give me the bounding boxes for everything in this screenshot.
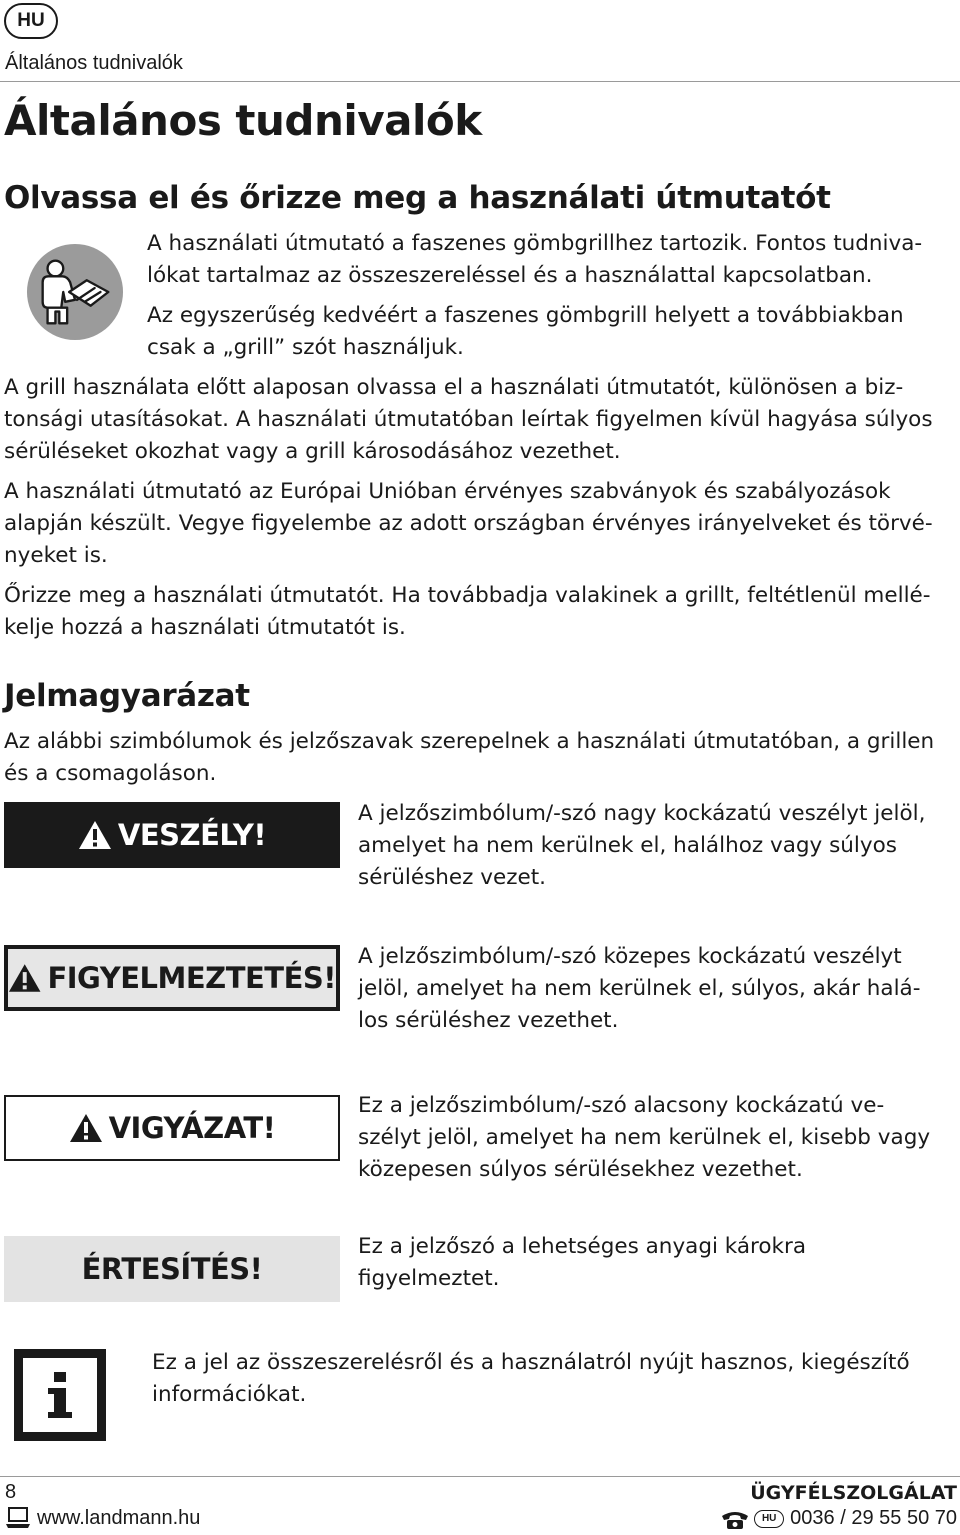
paragraph-line: tonsági utasításokat. A használati útmutatóban leírtak figyelmen kívül hagyása súlyos — [4, 407, 933, 432]
info-glyph — [23, 1358, 97, 1432]
info-icon — [14, 1349, 106, 1441]
warning-triangle-icon — [69, 1113, 103, 1143]
warning-triangle-icon — [78, 820, 112, 850]
intro-line: A használati útmutató a faszenes gömbgrillhez tartozik. Fontos tudniva- — [147, 231, 923, 256]
paragraph-read-before-use — [4, 372, 960, 468]
intro-line: csak a „grill” szót használjuk. — [147, 335, 464, 360]
phone-country-badge: HU — [754, 1510, 784, 1528]
signal-danger-description — [358, 798, 958, 894]
paragraph-keep-manual — [4, 580, 960, 644]
customer-service-label: ÜGYFÉLSZOLGÁLAT — [750, 1482, 957, 1504]
paragraph-line: Őrizze meg a használati útmutatót. Ha továbbadja valakinek a grillt, feltétlenül mellé- — [4, 583, 931, 608]
page-number: 8 — [5, 1481, 17, 1503]
description-line: közepesen súlyos sérülésekhez vezethet. — [358, 1157, 803, 1182]
running-header: Általános tudnivalók — [5, 52, 183, 74]
website-link[interactable]: www.landmann.hu — [37, 1507, 201, 1529]
legend-intro — [4, 726, 960, 790]
paragraph-line: alapján készült. Vegye figyelembe az adott országban érvényes irányelveket és törvé- — [4, 511, 933, 536]
warning-triangle-icon — [8, 963, 41, 993]
paragraph-line: Az alábbi szimbólumok és jelzőszavak szerepelnek a használati útmutatóban, a grillen — [4, 729, 935, 754]
description-line: A jelzőszimbólum/-szó közepes kockázatú veszélyt — [358, 944, 902, 969]
intro-line: lókat tartalmaz az összeszereléssel és a használattal kapcsolatban. — [147, 263, 873, 288]
paragraph-line: A használati útmutató az Európai Unióban érvényes szabványok és szabályozások — [4, 479, 891, 504]
phone-number[interactable]: 0036 / 29 55 50 70 — [790, 1507, 957, 1529]
paragraph-line: A grill használata előtt alaposan olvassa el a használati útmutatót, különösen a biz- — [4, 375, 904, 400]
intro-line: Az egyszerűség kedvéért a faszenes gömbgrill helyett a továbbiakban — [147, 303, 904, 328]
signal-warning-bar — [4, 945, 340, 1011]
description-line: Ez a jel az összeszerelésről és a használatról nyújt hasznos, kiegészítő — [152, 1350, 910, 1375]
description-line: szélyt jelöl, amelyet ha nem kerülnek el, kisebb vagy — [358, 1125, 931, 1150]
paragraph-line: nyeket is. — [4, 543, 108, 568]
footer-divider — [0, 1476, 960, 1477]
description-line: A jelzőszimbólum/-szó nagy kockázatú veszélyt jelöl, — [358, 801, 926, 826]
language-badge: HU — [4, 3, 58, 39]
signal-notice-bar — [4, 1236, 340, 1302]
description-line: jelöl, amelyet ha nem kerülnek el, súlyos, akár halá- — [358, 976, 921, 1001]
hotline — [720, 1507, 957, 1530]
phone-icon — [720, 1508, 750, 1530]
description-line: los sérüléshez vezethet. — [358, 1008, 619, 1033]
section-heading-read-manual: Olvassa el és őrizze meg a használati útmutatót — [4, 180, 831, 216]
signal-warning-label: FIGYELMEZTETÉS! — [47, 961, 336, 995]
laptop-icon — [5, 1507, 31, 1529]
description-line: sérüléshez vezet. — [358, 865, 546, 890]
paragraph-line: és a csomagoláson. — [4, 761, 217, 786]
description-line: figyelmeztet. — [358, 1266, 500, 1291]
section-heading-legend: Jelmagyarázat — [4, 678, 250, 714]
signal-caution-label: VIGYÁZAT! — [108, 1111, 276, 1145]
paragraph-line: sérüléseket okozhat vagy a grill károsodásához vezethet. — [4, 439, 621, 464]
description-line: Ez a jelzőszimbólum/-szó alacsony kockázatú ve- — [358, 1093, 885, 1118]
signal-notice-description — [358, 1231, 958, 1295]
signal-warning-description — [358, 941, 958, 1037]
header-divider — [0, 81, 960, 82]
read-manual-icon — [26, 243, 124, 341]
signal-danger-bar — [4, 802, 340, 868]
signal-caution-description — [358, 1090, 958, 1186]
paragraph-line: kelje hozzá a használati útmutatót is. — [4, 615, 406, 640]
paragraph-eu-standards — [4, 476, 960, 572]
signal-notice-label: ÉRTESÍTÉS! — [81, 1252, 263, 1286]
intro-block — [147, 228, 957, 364]
description-line: információkat. — [152, 1382, 307, 1407]
info-description — [152, 1347, 957, 1411]
signal-caution-bar — [4, 1095, 340, 1161]
description-line: Ez a jelzőszó a lehetséges anyagi károkra — [358, 1234, 807, 1259]
page-title: Általános tudnivalók — [4, 96, 482, 145]
description-line: amelyet ha nem kerülnek el, halálhoz vagy súlyos — [358, 833, 897, 858]
signal-danger-label: VESZÉLY! — [117, 818, 267, 852]
